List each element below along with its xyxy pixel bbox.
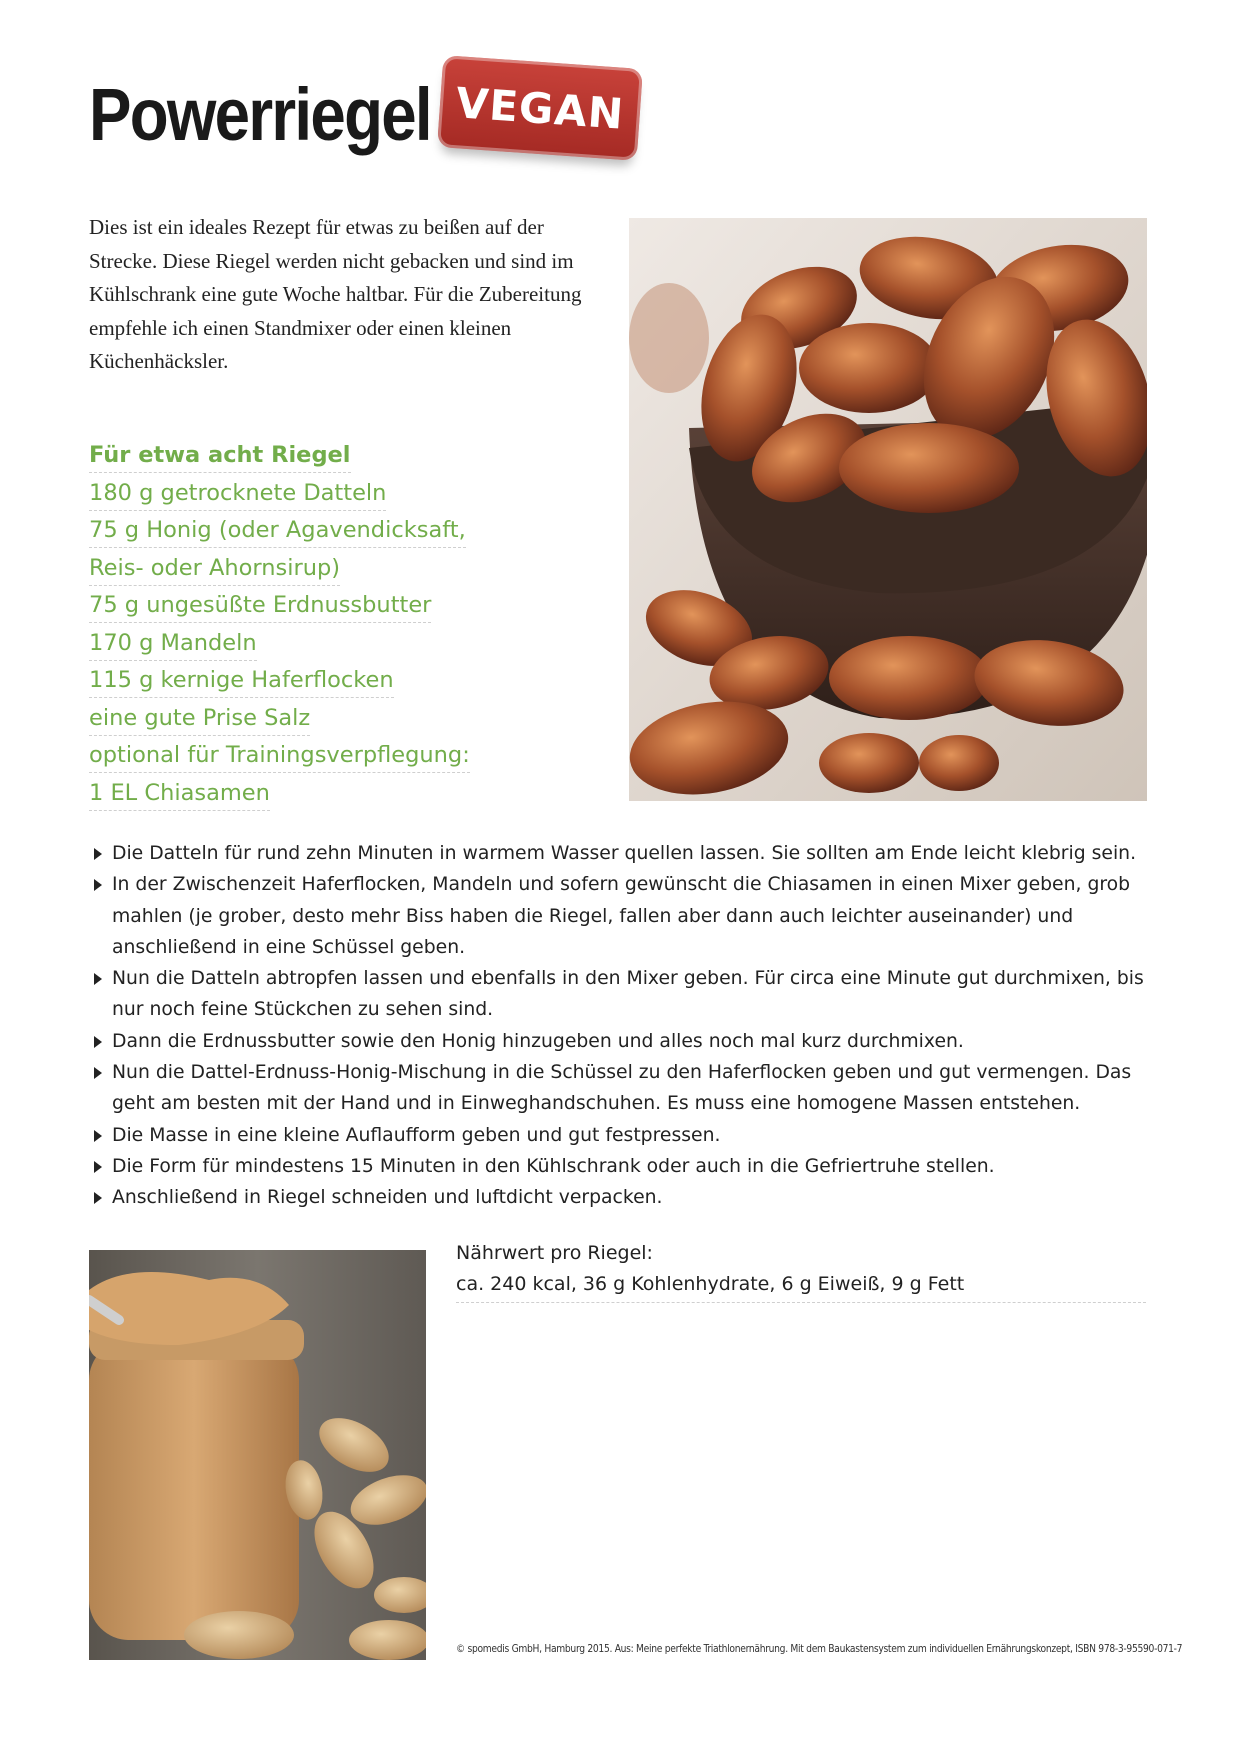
ingredient-item: eine gute Prise Salz <box>89 700 509 738</box>
ingredient-item: 75 g Honig (oder Agavendicksaft, <box>89 512 509 550</box>
step-item: In der Zwischenzeit Haferflocken, Mandeln und sofern gewünscht die Chiasamen in einen Mixer geben, grob mahlen (je grober, desto mehr Biss haben die Riegel, fallen aber dann auch leichter auseinander) und anschließend in eine Schüssel geben. <box>94 869 1149 963</box>
step-item: Anschließend in Riegel schneiden und luftdicht verpacken. <box>94 1182 1149 1213</box>
step-item: Die Masse in eine kleine Auflaufform geben und gut festpressen. <box>94 1120 1149 1151</box>
step-item: Nun die Dattel-Erdnuss-Honig-Mischung in die Schüssel zu den Haferflocken geben und gut vermengen. Das geht am besten mit der Hand und in Einweghandschuhen. Es muss eine homogene Massen entstehen. <box>94 1057 1149 1120</box>
bullet-arrow-icon <box>94 848 102 860</box>
peanut-butter-photo <box>89 1250 426 1660</box>
step-item: Die Datteln für rund zehn Minuten in warmem Wasser quellen lassen. Sie sollten am Ende leicht klebrig sein. <box>94 838 1149 869</box>
vegan-badge: VEGAN <box>437 55 643 161</box>
page-title: Powerriegel <box>89 73 431 156</box>
copyright-notice: © spomedis GmbH, Hamburg 2015. Aus: Meine perfekte Triathlonernährung. Mit dem Baukastensystem zum individuellen Ernährungskonzept, ISBN 978-3-95590-071-7 <box>456 1644 1183 1655</box>
step-item: Die Form für mindestens 15 Minuten in den Kühlschrank oder auch in die Gefriertruhe stellen. <box>94 1151 1149 1182</box>
intro-text: Dies ist ein ideales Rezept für etwas zu beißen auf der Strecke. Diese Riegel werden nicht gebacken und sind im Kühlschrank eine gute Woche haltbar. Für die Zubereitung empfehle ich einen Standmixer oder einen kleinen Küchenhäcksler. <box>89 215 582 373</box>
bullet-arrow-icon <box>94 1130 102 1142</box>
ingredient-item: Reis- oder Ahornsirup) <box>89 550 509 588</box>
ingredient-item: optional für Trainingsverpflegung: <box>89 737 509 775</box>
peanut-butter-illustration <box>89 1250 426 1660</box>
nutrition-label: Nährwert pro Riegel: <box>456 1242 653 1264</box>
dates-illustration <box>629 218 1147 801</box>
step-item: Nun die Datteln abtropfen lassen und ebenfalls in den Mixer geben. Für circa eine Minute gut durchmixen, bis nur noch feine Stückchen zu sehen sind. <box>94 963 1149 1026</box>
ingredient-heading: Für etwa acht Riegel <box>89 437 509 475</box>
step-item: Dann die Erdnussbutter sowie den Honig hinzugeben und alles noch mal kurz durchmixen. <box>94 1026 1149 1057</box>
ingredient-list <box>89 437 509 812</box>
nutrition-values: ca. 240 kcal, 36 g Kohlenhydrate, 6 g Eiweiß, 9 g Fett <box>456 1269 1146 1303</box>
bullet-arrow-icon <box>94 1192 102 1204</box>
ingredient-item: 115 g kernige Haferflocken <box>89 662 509 700</box>
ingredient-item: 170 g Mandeln <box>89 625 509 663</box>
bullet-arrow-icon <box>94 879 102 891</box>
bullet-arrow-icon <box>94 973 102 985</box>
bullet-arrow-icon <box>94 1161 102 1173</box>
ingredient-item: 1 EL Chiasamen <box>89 775 509 813</box>
preparation-steps <box>94 838 1149 1214</box>
bullet-arrow-icon <box>94 1067 102 1079</box>
dates-bowl-photo <box>629 218 1147 801</box>
nutrition-info <box>456 1238 1146 1303</box>
ingredient-item: 180 g getrocknete Datteln <box>89 475 509 513</box>
ingredient-item: 75 g ungesüßte Erdnussbutter <box>89 587 509 625</box>
bullet-arrow-icon <box>94 1036 102 1048</box>
